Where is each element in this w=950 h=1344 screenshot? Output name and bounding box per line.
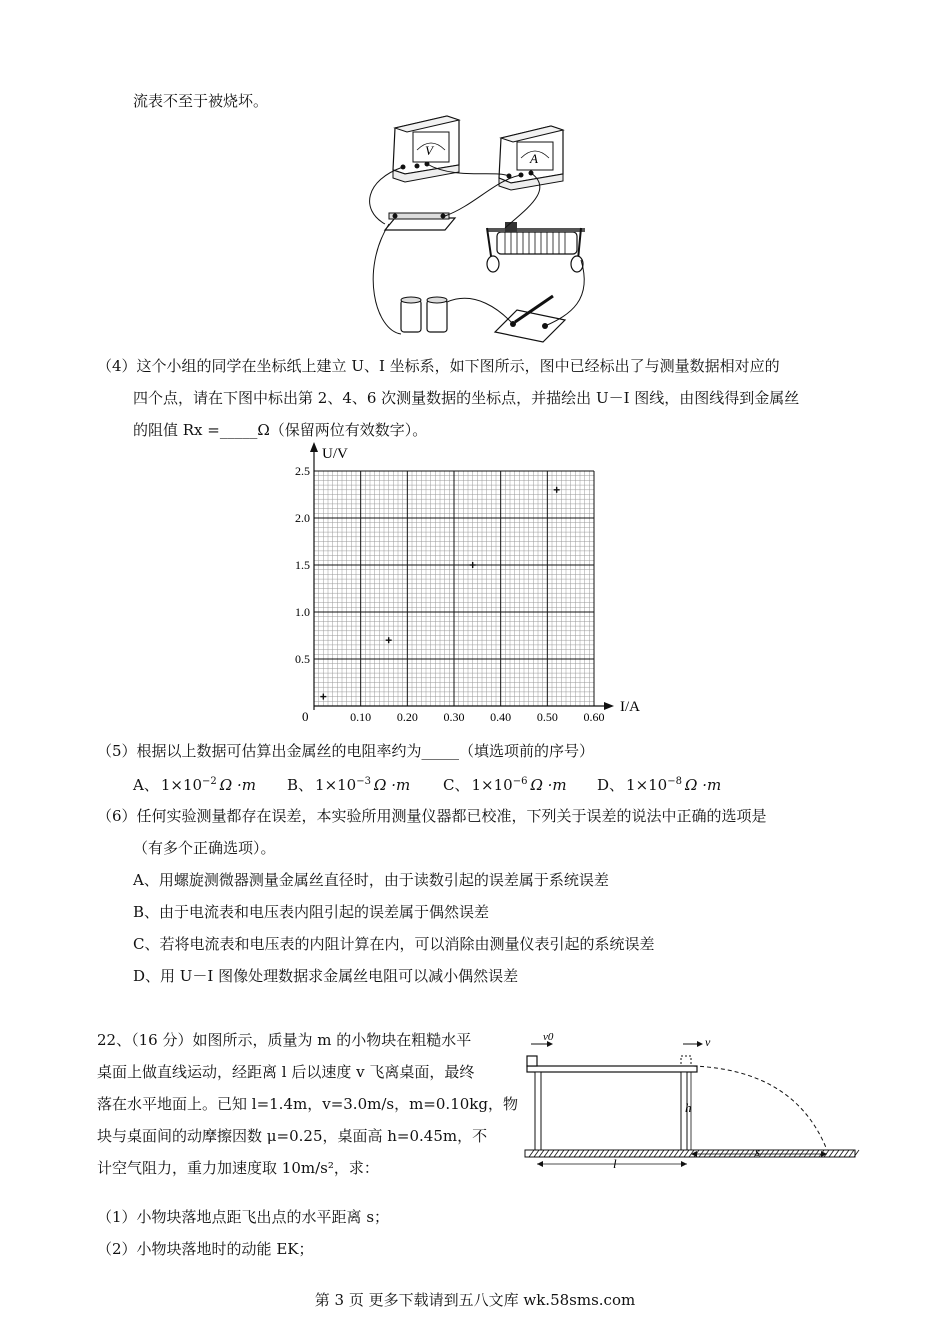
y-axis-label: U/V bbox=[322, 446, 348, 462]
q5-option-coef: 1×10 bbox=[315, 776, 357, 794]
x-axis-arrow bbox=[604, 702, 614, 710]
q22-line-3: 落在水平地面上。已知 l=1.4m，v=3.0m/s，m=0.10kg，物 bbox=[97, 1095, 518, 1113]
x-axis-label: I/A bbox=[620, 699, 640, 715]
x-tick-label: 0.50 bbox=[536, 710, 558, 724]
data-point bbox=[554, 487, 560, 493]
s-label: s bbox=[755, 1144, 761, 1159]
q6-option-a: A、用螺旋测微器测量金属丝直径时，由于读数引起的误差属于系统误差 bbox=[133, 871, 609, 889]
battery-icon bbox=[401, 297, 447, 332]
q5-option-coef: 1×10 bbox=[471, 776, 513, 794]
ammeter-icon bbox=[499, 126, 563, 190]
x-tick-label: 0.20 bbox=[396, 710, 418, 724]
q5-option-c bbox=[443, 772, 567, 795]
y-tick-label: 2.0 bbox=[295, 511, 310, 525]
block bbox=[527, 1056, 537, 1066]
rheostat-icon bbox=[487, 222, 585, 272]
q5-option-exp: −6 bbox=[512, 776, 528, 787]
q4-line-3: 的阻值 Rx =_____Ω（保留两位有效数字）。 bbox=[133, 421, 428, 439]
q22-line-5: 计空气阻力，重力加速度取 10m/s²，求： bbox=[97, 1159, 379, 1177]
h-label: h bbox=[685, 1100, 692, 1115]
v0-label: v0 bbox=[543, 1031, 554, 1043]
x-tick-label: 0.10 bbox=[350, 710, 372, 724]
q4-line-2: 四个点，请在下图中标出第 2、4、6 次测量数据的坐标点，并描绘出 U－I 图线，由图线得到金属丝 bbox=[133, 389, 800, 407]
ammeter-label: A bbox=[530, 151, 538, 166]
data-point bbox=[320, 694, 326, 700]
switch-icon bbox=[495, 296, 565, 342]
y-tick-label: 1.0 bbox=[295, 605, 310, 619]
q6-option-d: D、用 U－I 图像处理数据求金属丝电阻可以减小偶然误差 bbox=[133, 967, 519, 985]
v-label: v bbox=[705, 1035, 711, 1049]
q22-line-1: 22、（16 分）如图所示，质量为 m 的小物块在粗糙水平 bbox=[97, 1031, 472, 1049]
q5-option-letter: A、 bbox=[133, 776, 159, 794]
origin-label: 0 bbox=[302, 709, 309, 724]
ui-chart bbox=[280, 440, 660, 730]
table-leg-left bbox=[535, 1072, 541, 1150]
q5-option-b bbox=[287, 772, 410, 795]
voltmeter-label: V bbox=[425, 143, 433, 158]
x-tick-label: 0.30 bbox=[443, 710, 465, 724]
q5-option-letter: B、 bbox=[287, 776, 314, 794]
q5-stem: （5）根据以上数据可估算出金属丝的电阻率约为_____（填选项前的序号） bbox=[97, 742, 595, 760]
data-point bbox=[386, 637, 392, 643]
q4-line-1: （4）这个小组的同学在坐标纸上建立 U、I 坐标系，如下图所示，图中已经标出了与测量数据相对应的 bbox=[97, 357, 780, 375]
q5-option-unit: Ω ·m bbox=[530, 776, 567, 794]
y-axis-arrow bbox=[310, 442, 318, 452]
y-tick-label: 2.5 bbox=[295, 464, 310, 478]
q5-option-exp: −8 bbox=[667, 776, 682, 787]
x-tick-label: 0.60 bbox=[583, 710, 605, 724]
table-projectile-figure bbox=[515, 1030, 860, 1180]
block-edge bbox=[681, 1056, 691, 1066]
q22-line-2: 桌面上做直线运动，经距离 l 后以速度 v 飞离桌面，最终 bbox=[97, 1063, 475, 1081]
metal-wire-holder-icon bbox=[385, 213, 455, 230]
q22-subq-2: （2）小物块落地时的动能 EK； bbox=[97, 1240, 314, 1258]
y-tick-label: 0.5 bbox=[295, 652, 310, 666]
q5-option-unit: Ω ·m bbox=[219, 776, 256, 794]
top-line: 流表不至于被烧坏。 bbox=[133, 92, 269, 110]
data-point bbox=[470, 562, 476, 568]
q5-option-d bbox=[597, 772, 721, 795]
table-top bbox=[527, 1066, 697, 1072]
apparatus-figure bbox=[355, 110, 595, 345]
q5-option-coef: 1×10 bbox=[626, 776, 668, 794]
q22-line-4: 块与桌面间的动摩擦因数 μ=0.25，桌面高 h=0.45m，不 bbox=[97, 1127, 488, 1145]
x-tick-label: 0.40 bbox=[490, 710, 512, 724]
q6-option-b: B、由于电流表和电压表内阻引起的误差属于偶然误差 bbox=[133, 903, 490, 921]
trajectory bbox=[693, 1066, 827, 1150]
q5-option-letter: D、 bbox=[597, 776, 625, 794]
q5-option-exp: −3 bbox=[356, 776, 371, 787]
q5-option-a bbox=[133, 772, 256, 795]
q5-option-unit: Ω ·m bbox=[684, 776, 722, 794]
q22-subq-1: （1）小物块落地点距飞出点的水平距离 s； bbox=[97, 1208, 390, 1226]
q5-option-unit: Ω ·m bbox=[373, 776, 411, 794]
q6-option-c: C、若将电流表和电压表的内阻计算在内，可以消除由测量仪表引起的系统误差 bbox=[133, 935, 655, 953]
q5-option-letter: C、 bbox=[443, 776, 470, 794]
y-tick-label: 1.5 bbox=[295, 558, 310, 572]
q6-stem-2: （有多个正确选项）。 bbox=[133, 839, 276, 857]
page-footer: 第 3 页 更多下载请到五八文库 wk.58sms.com bbox=[314, 1291, 636, 1309]
q5-option-coef: 1×10 bbox=[160, 776, 203, 794]
q5-option-exp: −2 bbox=[202, 776, 217, 787]
l-label: l bbox=[613, 1156, 617, 1171]
q6-stem-1: （6）任何实验测量都存在误差，本实验所用测量仪器都已校准，下列关于误差的说法中正确的选项是 bbox=[97, 807, 767, 825]
